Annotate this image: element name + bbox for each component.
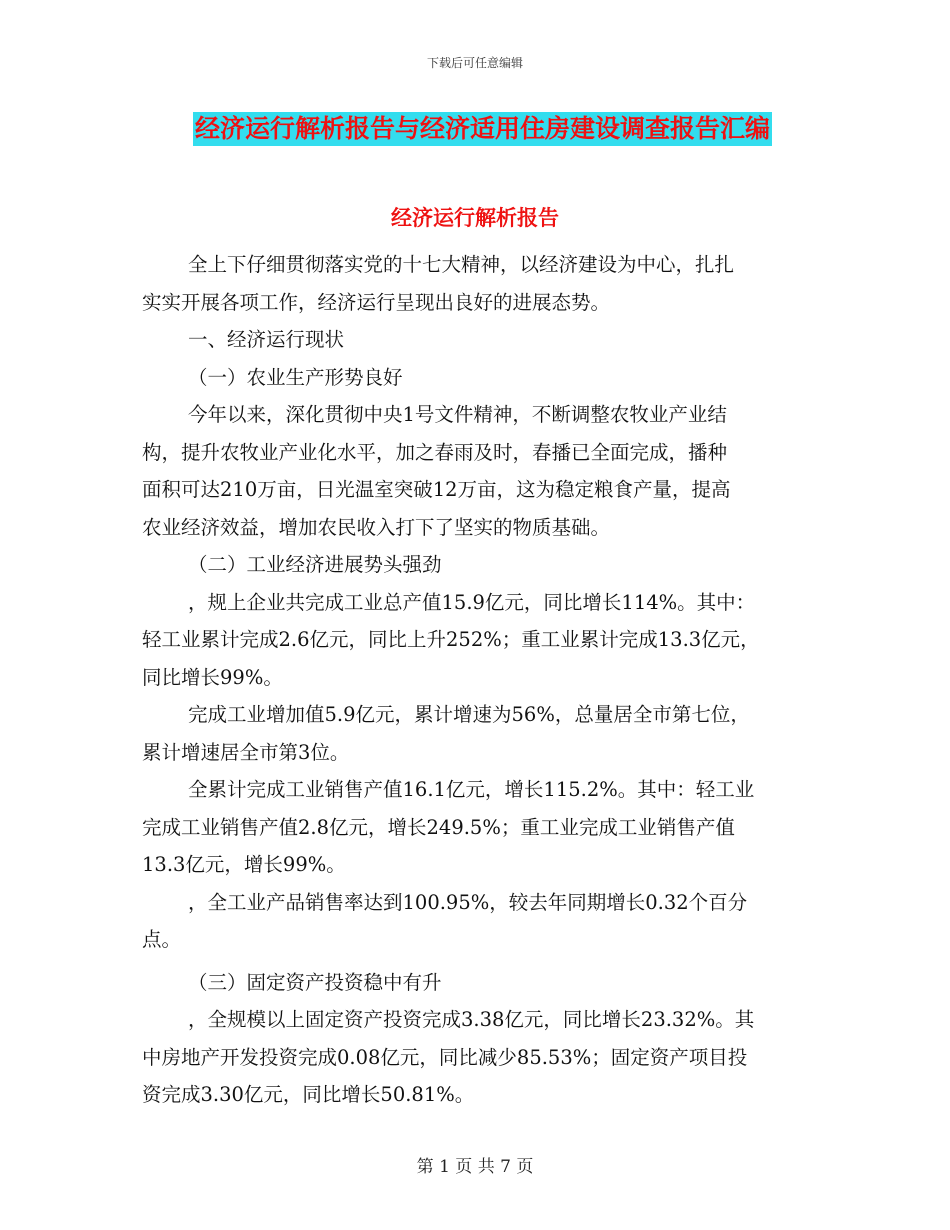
page-footer: 第 1 页 共 7 页	[416, 1157, 534, 1177]
paragraph-line: 中房地产开发投资完成0.08亿元，同比减少85.53%；固定资产项目投	[142, 1045, 748, 1069]
subheading-line: （二）工业经济进展势头强劲	[188, 553, 442, 576]
subheading-line: （三）固定资产投资稳中有升	[188, 970, 442, 994]
subheading-line: （一）农业生产形势良好	[188, 365, 403, 389]
body-text	[142, 246, 812, 1114]
paragraph-line: 农业经济效益，增加农民收入打下了坚实的物质基础。	[142, 515, 611, 539]
paragraph-line: ，全工业产品销售率达到100.95%，较去年同期增长0.32个百分	[188, 890, 748, 914]
header-note: 下载后可任意编辑	[426, 56, 523, 70]
document-title: 经济运行解析报告与经济适用住房建设调查报告汇编	[193, 112, 772, 146]
paragraph-line: 完成工业销售产值2.8亿元，增长249.5%；重工业完成工业销售产值	[142, 815, 735, 839]
section-title: 经济运行解析报告	[391, 205, 559, 230]
paragraph-line: 点。	[142, 928, 182, 951]
paragraph-line: 轻工业累计完成2.6亿元，同比上升252%；重工业累计完成13.3亿元，	[142, 628, 760, 651]
paragraph-line: 今年以来，深化贯彻中央1号文件精神，不断调整农牧业产业结	[188, 403, 727, 426]
paragraph-line: 累计增速居全市第3位。	[142, 740, 350, 764]
paragraph-line: 资完成3.30亿元，同比增长50.81%。	[142, 1083, 475, 1106]
paragraph-line: ，规上企业共完成工业总产值15.9亿元，同比增长114%。其中：	[188, 590, 756, 614]
paragraph-line: 同比增长99%。	[142, 665, 283, 689]
paragraph-line: 面积可达210万亩，日光温室突破12万亩，这为稳定粮食产量，提高	[142, 478, 731, 501]
paragraph-line: 构，提升农牧业产业化水平，加之春雨及时，春播已全面完成，播种	[142, 440, 728, 464]
paragraph-line: 实实开展各项工作，经济运行呈现出良好的进展态势。	[142, 290, 611, 314]
paragraph-line: 全上下仔细贯彻落实党的十七大精神，以经济建设为中心，扎扎	[188, 253, 735, 276]
heading-line: 一、经济运行现状	[188, 328, 345, 351]
paragraph-line: 完成工业增加值5.9亿元，累计增速为56%，总量居全市第七位，	[188, 703, 750, 726]
paragraph-line: 全累计完成工业销售产值16.1亿元，增长115.2%。其中：轻工业	[188, 778, 755, 801]
paragraph-line: 13.3亿元，增长99%。	[142, 853, 346, 876]
paragraph-line: ，全规模以上固定资产投资完成3.38亿元，同比增长23.32%。其	[188, 1008, 755, 1031]
